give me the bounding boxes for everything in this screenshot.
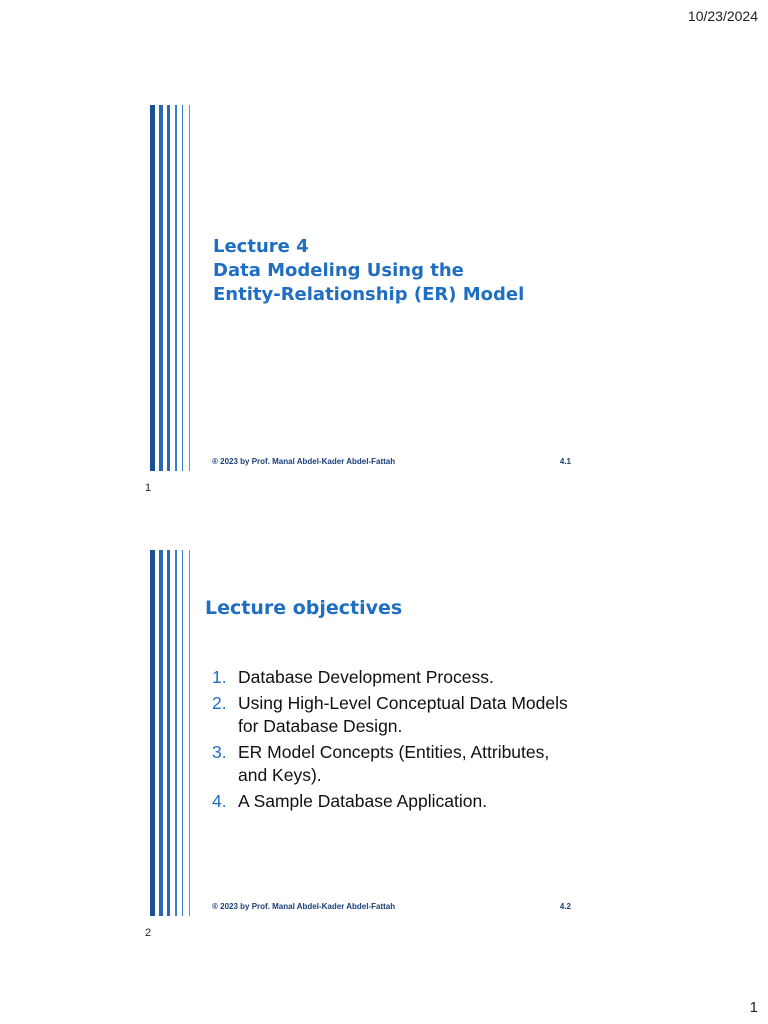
slide-footer-credit: ® 2023 by Prof. Manal Abdel-Kader Abdel-Fattah (212, 457, 396, 466)
list-item-number: 3. (212, 741, 227, 762)
stripe (182, 105, 183, 471)
slide-title-line: Entity-Relationship (ER) Model (213, 284, 525, 305)
list-item (212, 666, 572, 690)
slide-footer-number: 4.1 (559, 457, 571, 466)
stripe (159, 105, 163, 471)
list-item-text: Database Development Process. (238, 667, 494, 687)
stripe (167, 550, 170, 916)
list-item (212, 692, 572, 739)
stripe (175, 550, 177, 916)
list-item-text: Using High-Level Conceptual Data Models for Database Design. (238, 692, 568, 736)
print-date: 10/23/2024 (687, 8, 758, 24)
list-item (212, 741, 572, 788)
list-item-number: 4. (212, 790, 227, 811)
slide-index-label: 2 (145, 927, 152, 939)
slide-title-line: Lecture 4 (213, 236, 309, 257)
slide-decorative-stripes (148, 550, 196, 916)
stripe (182, 550, 183, 916)
list-item-number: 2. (212, 692, 227, 713)
slide-thumbnail-1 (148, 105, 588, 471)
stripe (167, 105, 170, 471)
slide-title-line: Data Modeling Using the (213, 260, 464, 281)
stripe (175, 105, 177, 471)
stripe (159, 550, 163, 916)
list-item (212, 790, 572, 814)
list-item-text: ER Model Concepts (Entities, Attributes, and Keys). (238, 741, 550, 785)
stripe (150, 105, 155, 471)
slide-footer-number: 4.2 (559, 902, 571, 911)
slide-title (213, 235, 524, 307)
slide-thumbnail-2 (148, 550, 588, 916)
stripe (189, 550, 190, 916)
slide-footer-credit: ® 2023 by Prof. Manal Abdel-Kader Abdel-Fattah (212, 902, 396, 911)
page-number: 1 (749, 999, 758, 1016)
list-item-number: 1. (212, 667, 227, 687)
slide-index-label: 1 (145, 482, 152, 494)
stripe (189, 105, 190, 471)
slide-heading: Lecture objectives (205, 597, 403, 619)
stripe (150, 550, 155, 916)
list-item-text: A Sample Database Application. (238, 790, 488, 811)
slide-decorative-stripes (148, 105, 196, 471)
objectives-list (212, 666, 572, 815)
